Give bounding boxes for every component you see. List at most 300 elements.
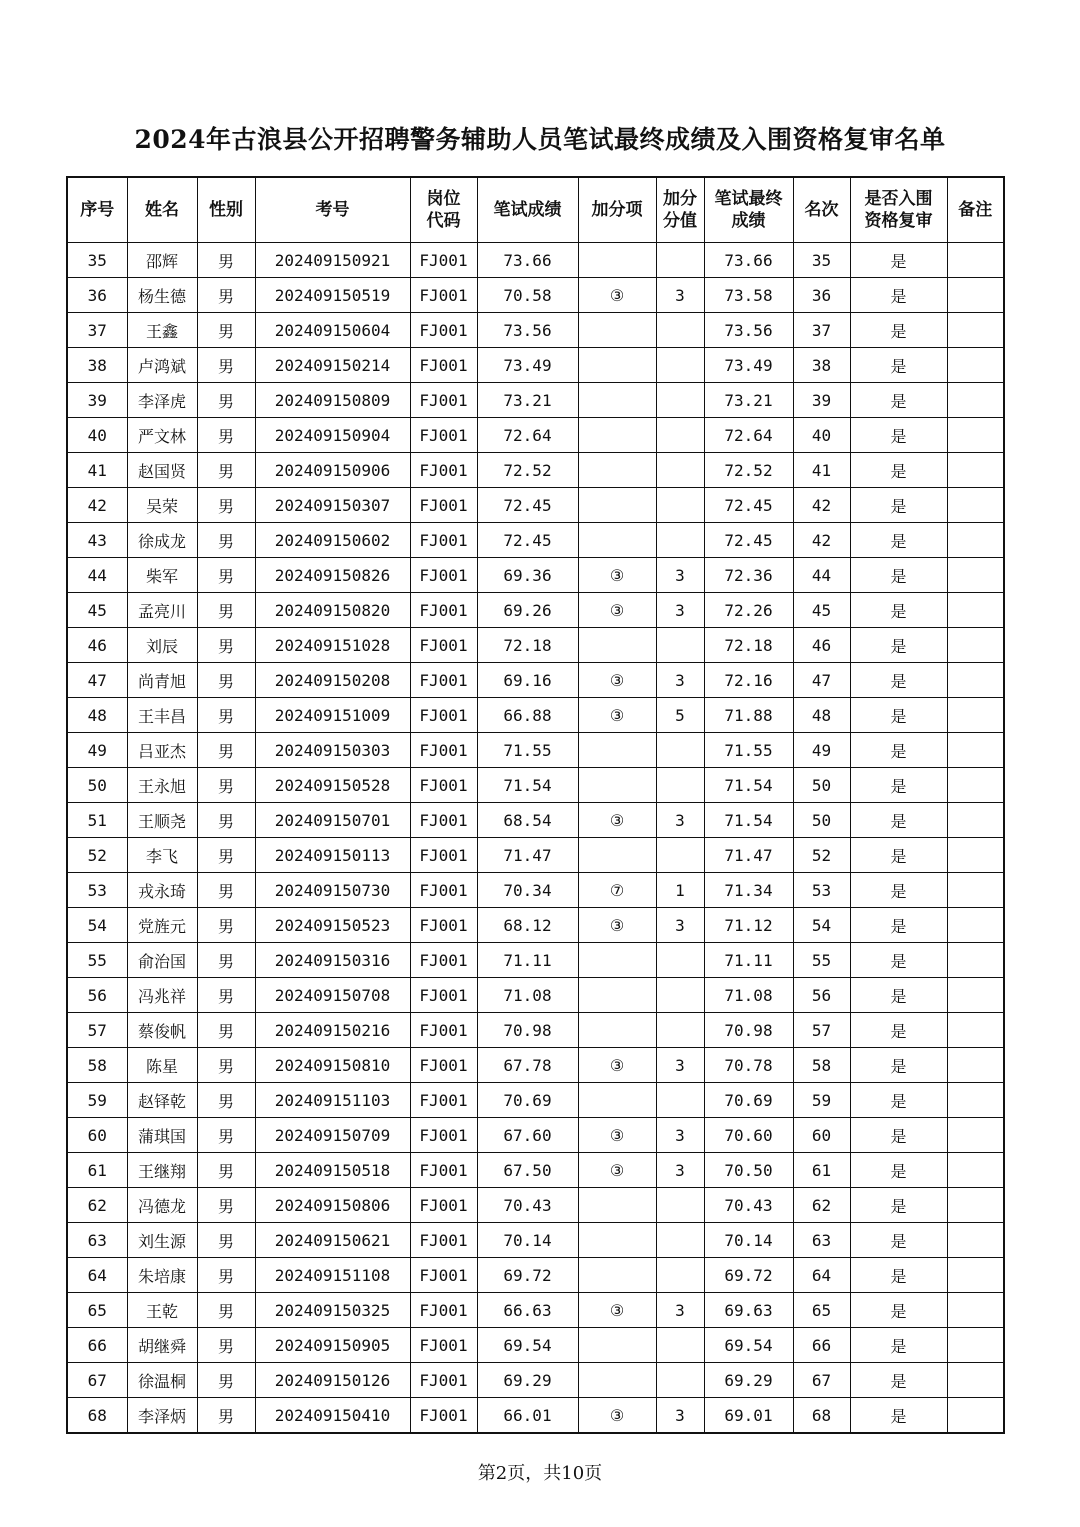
table-row bbox=[67, 558, 1004, 593]
cell-rank: 67 bbox=[793, 1363, 850, 1398]
cell-bonus-value bbox=[656, 1188, 704, 1223]
cell-index: 45 bbox=[67, 593, 127, 628]
cell-gender: 男 bbox=[197, 908, 255, 943]
table-row bbox=[67, 1293, 1004, 1328]
cell-position-code: FJ001 bbox=[410, 418, 477, 453]
cell-remarks bbox=[947, 768, 1004, 803]
cell-rank: 61 bbox=[793, 1153, 850, 1188]
page-footer: 第2页，共10页 bbox=[477, 1463, 603, 1484]
cell-written-score: 72.18 bbox=[477, 628, 578, 663]
cell-final-score: 70.98 bbox=[704, 1013, 793, 1048]
cell-index: 51 bbox=[67, 803, 127, 838]
cell-rank: 48 bbox=[793, 698, 850, 733]
cell-name: 严文林 bbox=[127, 418, 197, 453]
cell-bonus-value bbox=[656, 768, 704, 803]
cell-gender: 男 bbox=[197, 663, 255, 698]
cell-name: 尚青旭 bbox=[127, 663, 197, 698]
cell-remarks bbox=[947, 698, 1004, 733]
cell-bonus-item: ③ bbox=[578, 908, 656, 943]
cell-bonus-value: 3 bbox=[656, 1118, 704, 1153]
cell-final-score: 69.63 bbox=[704, 1293, 793, 1328]
cell-qualified: 是 bbox=[850, 1398, 947, 1434]
cell-gender: 男 bbox=[197, 1328, 255, 1363]
cell-rank: 50 bbox=[793, 803, 850, 838]
cell-rank: 54 bbox=[793, 908, 850, 943]
table-row bbox=[67, 1118, 1004, 1153]
cell-gender: 男 bbox=[197, 558, 255, 593]
cell-bonus-item bbox=[578, 1188, 656, 1223]
cell-gender: 男 bbox=[197, 1013, 255, 1048]
table-row bbox=[67, 943, 1004, 978]
cell-bonus-value bbox=[656, 1223, 704, 1258]
cell-position-code: FJ001 bbox=[410, 488, 477, 523]
col-header-qualified: 是否入围资格复审 bbox=[850, 177, 947, 243]
cell-written-score: 69.29 bbox=[477, 1363, 578, 1398]
cell-bonus-item bbox=[578, 838, 656, 873]
table-row bbox=[67, 383, 1004, 418]
cell-final-score: 70.69 bbox=[704, 1083, 793, 1118]
cell-rank: 57 bbox=[793, 1013, 850, 1048]
page-title: 2024年古浪县公开招聘警务辅助人员笔试最终成绩及入围资格复审名单 bbox=[134, 125, 946, 154]
cell-remarks bbox=[947, 348, 1004, 383]
table-row bbox=[67, 803, 1004, 838]
cell-exam-number: 202409150214 bbox=[255, 348, 410, 383]
cell-gender: 男 bbox=[197, 593, 255, 628]
cell-gender: 男 bbox=[197, 418, 255, 453]
cell-exam-number: 202409150325 bbox=[255, 1293, 410, 1328]
cell-remarks bbox=[947, 1363, 1004, 1398]
cell-remarks bbox=[947, 838, 1004, 873]
cell-index: 64 bbox=[67, 1258, 127, 1293]
cell-name: 王丰昌 bbox=[127, 698, 197, 733]
cell-name: 柴军 bbox=[127, 558, 197, 593]
cell-index: 41 bbox=[67, 453, 127, 488]
table-row bbox=[67, 278, 1004, 313]
cell-remarks bbox=[947, 733, 1004, 768]
cell-index: 54 bbox=[67, 908, 127, 943]
cell-exam-number: 202409151103 bbox=[255, 1083, 410, 1118]
cell-gender: 男 bbox=[197, 1293, 255, 1328]
cell-position-code: FJ001 bbox=[410, 1398, 477, 1434]
cell-gender: 男 bbox=[197, 943, 255, 978]
cell-rank: 42 bbox=[793, 488, 850, 523]
cell-bonus-value: 3 bbox=[656, 1398, 704, 1434]
cell-position-code: FJ001 bbox=[410, 628, 477, 663]
cell-qualified: 是 bbox=[850, 1293, 947, 1328]
cell-final-score: 71.55 bbox=[704, 733, 793, 768]
cell-gender: 男 bbox=[197, 768, 255, 803]
cell-qualified: 是 bbox=[850, 803, 947, 838]
cell-bonus-item bbox=[578, 383, 656, 418]
cell-position-code: FJ001 bbox=[410, 838, 477, 873]
cell-final-score: 73.49 bbox=[704, 348, 793, 383]
cell-written-score: 72.45 bbox=[477, 488, 578, 523]
cell-gender: 男 bbox=[197, 1153, 255, 1188]
cell-remarks bbox=[947, 1223, 1004, 1258]
cell-written-score: 73.21 bbox=[477, 383, 578, 418]
table-row bbox=[67, 453, 1004, 488]
cell-exam-number: 202409151009 bbox=[255, 698, 410, 733]
cell-position-code: FJ001 bbox=[410, 1013, 477, 1048]
cell-name: 赵铎乾 bbox=[127, 1083, 197, 1118]
table-row bbox=[67, 1258, 1004, 1293]
cell-bonus-value: 3 bbox=[656, 1048, 704, 1083]
table-row bbox=[67, 1153, 1004, 1188]
cell-position-code: FJ001 bbox=[410, 733, 477, 768]
cell-written-score: 72.64 bbox=[477, 418, 578, 453]
cell-written-score: 66.01 bbox=[477, 1398, 578, 1434]
cell-name: 李飞 bbox=[127, 838, 197, 873]
cell-remarks bbox=[947, 523, 1004, 558]
cell-remarks bbox=[947, 1258, 1004, 1293]
cell-bonus-value bbox=[656, 348, 704, 383]
cell-qualified: 是 bbox=[850, 453, 947, 488]
cell-written-score: 73.49 bbox=[477, 348, 578, 383]
cell-qualified: 是 bbox=[850, 348, 947, 383]
col-header-final-score: 笔试最终成绩 bbox=[704, 177, 793, 243]
cell-written-score: 70.14 bbox=[477, 1223, 578, 1258]
cell-remarks bbox=[947, 383, 1004, 418]
cell-bonus-value bbox=[656, 383, 704, 418]
col-header-name: 姓名 bbox=[127, 177, 197, 243]
cell-written-score: 69.26 bbox=[477, 593, 578, 628]
cell-gender: 男 bbox=[197, 838, 255, 873]
cell-exam-number: 202409150709 bbox=[255, 1118, 410, 1153]
cell-position-code: FJ001 bbox=[410, 873, 477, 908]
cell-exam-number: 202409150820 bbox=[255, 593, 410, 628]
col-header-written-score: 笔试成绩 bbox=[477, 177, 578, 243]
cell-position-code: FJ001 bbox=[410, 978, 477, 1013]
cell-bonus-item bbox=[578, 733, 656, 768]
cell-name: 朱培康 bbox=[127, 1258, 197, 1293]
cell-name: 陈星 bbox=[127, 1048, 197, 1083]
cell-name: 俞治国 bbox=[127, 943, 197, 978]
cell-bonus-value bbox=[656, 943, 704, 978]
table-row bbox=[67, 733, 1004, 768]
cell-bonus-item bbox=[578, 1328, 656, 1363]
cell-gender: 男 bbox=[197, 1398, 255, 1434]
cell-name: 王鑫 bbox=[127, 313, 197, 348]
table-row bbox=[67, 1048, 1004, 1083]
cell-bonus-item: ③ bbox=[578, 593, 656, 628]
cell-remarks bbox=[947, 418, 1004, 453]
cell-gender: 男 bbox=[197, 523, 255, 558]
table-row bbox=[67, 348, 1004, 383]
table-row bbox=[67, 593, 1004, 628]
cell-position-code: FJ001 bbox=[410, 558, 477, 593]
cell-rank: 39 bbox=[793, 383, 850, 418]
col-header-rank: 名次 bbox=[793, 177, 850, 243]
cell-bonus-value bbox=[656, 733, 704, 768]
cell-exam-number: 202409150519 bbox=[255, 278, 410, 313]
table-row bbox=[67, 663, 1004, 698]
cell-bonus-value: 3 bbox=[656, 908, 704, 943]
cell-written-score: 73.56 bbox=[477, 313, 578, 348]
table-row bbox=[67, 523, 1004, 558]
results-table bbox=[66, 176, 1005, 1434]
cell-qualified: 是 bbox=[850, 1118, 947, 1153]
cell-name: 王继翔 bbox=[127, 1153, 197, 1188]
cell-index: 61 bbox=[67, 1153, 127, 1188]
cell-index: 49 bbox=[67, 733, 127, 768]
table-row bbox=[67, 908, 1004, 943]
cell-rank: 63 bbox=[793, 1223, 850, 1258]
cell-qualified: 是 bbox=[850, 523, 947, 558]
table-row bbox=[67, 698, 1004, 733]
cell-qualified: 是 bbox=[850, 278, 947, 313]
cell-remarks bbox=[947, 593, 1004, 628]
cell-rank: 55 bbox=[793, 943, 850, 978]
cell-position-code: FJ001 bbox=[410, 348, 477, 383]
cell-bonus-value: 3 bbox=[656, 558, 704, 593]
cell-final-score: 71.34 bbox=[704, 873, 793, 908]
cell-name: 卢鸿斌 bbox=[127, 348, 197, 383]
cell-exam-number: 202409150113 bbox=[255, 838, 410, 873]
cell-index: 65 bbox=[67, 1293, 127, 1328]
cell-name: 冯德龙 bbox=[127, 1188, 197, 1223]
cell-final-score: 72.52 bbox=[704, 453, 793, 488]
cell-bonus-value bbox=[656, 418, 704, 453]
cell-name: 杨生德 bbox=[127, 278, 197, 313]
cell-remarks bbox=[947, 908, 1004, 943]
cell-index: 52 bbox=[67, 838, 127, 873]
cell-exam-number: 202409150730 bbox=[255, 873, 410, 908]
cell-bonus-item bbox=[578, 523, 656, 558]
cell-bonus-value bbox=[656, 978, 704, 1013]
cell-remarks bbox=[947, 978, 1004, 1013]
cell-bonus-value bbox=[656, 1013, 704, 1048]
table-row bbox=[67, 1083, 1004, 1118]
cell-index: 59 bbox=[67, 1083, 127, 1118]
cell-position-code: FJ001 bbox=[410, 1118, 477, 1153]
cell-position-code: FJ001 bbox=[410, 1223, 477, 1258]
cell-remarks bbox=[947, 663, 1004, 698]
cell-position-code: FJ001 bbox=[410, 1328, 477, 1363]
cell-remarks bbox=[947, 278, 1004, 313]
cell-index: 68 bbox=[67, 1398, 127, 1434]
cell-remarks bbox=[947, 1188, 1004, 1223]
cell-qualified: 是 bbox=[850, 838, 947, 873]
cell-exam-number: 202409150208 bbox=[255, 663, 410, 698]
cell-index: 62 bbox=[67, 1188, 127, 1223]
cell-final-score: 70.43 bbox=[704, 1188, 793, 1223]
cell-written-score: 72.45 bbox=[477, 523, 578, 558]
cell-bonus-value bbox=[656, 1328, 704, 1363]
cell-name: 徐温桐 bbox=[127, 1363, 197, 1398]
table-header-row bbox=[67, 177, 1004, 243]
cell-final-score: 70.60 bbox=[704, 1118, 793, 1153]
cell-name: 蔡俊帆 bbox=[127, 1013, 197, 1048]
table-row bbox=[67, 1363, 1004, 1398]
cell-exam-number: 202409150810 bbox=[255, 1048, 410, 1083]
cell-index: 53 bbox=[67, 873, 127, 908]
cell-index: 40 bbox=[67, 418, 127, 453]
cell-index: 39 bbox=[67, 383, 127, 418]
cell-rank: 64 bbox=[793, 1258, 850, 1293]
cell-exam-number: 202409151108 bbox=[255, 1258, 410, 1293]
cell-qualified: 是 bbox=[850, 418, 947, 453]
cell-final-score: 71.54 bbox=[704, 803, 793, 838]
cell-bonus-item: ③ bbox=[578, 1293, 656, 1328]
cell-exam-number: 202409150904 bbox=[255, 418, 410, 453]
cell-gender: 男 bbox=[197, 383, 255, 418]
cell-bonus-item bbox=[578, 768, 656, 803]
cell-gender: 男 bbox=[197, 698, 255, 733]
cell-final-score: 70.14 bbox=[704, 1223, 793, 1258]
cell-bonus-item: ③ bbox=[578, 1118, 656, 1153]
cell-final-score: 73.66 bbox=[704, 243, 793, 278]
table-row bbox=[67, 838, 1004, 873]
cell-bonus-value bbox=[656, 838, 704, 873]
cell-rank: 58 bbox=[793, 1048, 850, 1083]
cell-gender: 男 bbox=[197, 1188, 255, 1223]
cell-final-score: 70.78 bbox=[704, 1048, 793, 1083]
cell-name: 王永旭 bbox=[127, 768, 197, 803]
cell-final-score: 72.45 bbox=[704, 488, 793, 523]
cell-position-code: FJ001 bbox=[410, 278, 477, 313]
cell-written-score: 69.36 bbox=[477, 558, 578, 593]
cell-exam-number: 202409150316 bbox=[255, 943, 410, 978]
cell-exam-number: 202409150708 bbox=[255, 978, 410, 1013]
cell-exam-number: 202409150809 bbox=[255, 383, 410, 418]
cell-final-score: 73.58 bbox=[704, 278, 793, 313]
cell-written-score: 71.08 bbox=[477, 978, 578, 1013]
cell-index: 57 bbox=[67, 1013, 127, 1048]
cell-gender: 男 bbox=[197, 628, 255, 663]
cell-qualified: 是 bbox=[850, 558, 947, 593]
cell-qualified: 是 bbox=[850, 733, 947, 768]
cell-remarks bbox=[947, 873, 1004, 908]
cell-remarks bbox=[947, 243, 1004, 278]
cell-final-score: 69.54 bbox=[704, 1328, 793, 1363]
cell-qualified: 是 bbox=[850, 1328, 947, 1363]
cell-rank: 52 bbox=[793, 838, 850, 873]
cell-rank: 66 bbox=[793, 1328, 850, 1363]
cell-written-score: 69.72 bbox=[477, 1258, 578, 1293]
cell-position-code: FJ001 bbox=[410, 243, 477, 278]
cell-bonus-item bbox=[578, 943, 656, 978]
cell-rank: 41 bbox=[793, 453, 850, 488]
cell-written-score: 69.54 bbox=[477, 1328, 578, 1363]
cell-written-score: 66.63 bbox=[477, 1293, 578, 1328]
cell-name: 胡继舜 bbox=[127, 1328, 197, 1363]
cell-qualified: 是 bbox=[850, 943, 947, 978]
cell-bonus-item bbox=[578, 1223, 656, 1258]
cell-position-code: FJ001 bbox=[410, 523, 477, 558]
cell-index: 58 bbox=[67, 1048, 127, 1083]
cell-gender: 男 bbox=[197, 1363, 255, 1398]
cell-qualified: 是 bbox=[850, 1083, 947, 1118]
cell-written-score: 70.43 bbox=[477, 1188, 578, 1223]
cell-written-score: 70.98 bbox=[477, 1013, 578, 1048]
cell-gender: 男 bbox=[197, 243, 255, 278]
cell-index: 42 bbox=[67, 488, 127, 523]
cell-final-score: 71.54 bbox=[704, 768, 793, 803]
table-row bbox=[67, 1223, 1004, 1258]
cell-position-code: FJ001 bbox=[410, 803, 477, 838]
table-body bbox=[67, 243, 1004, 1434]
cell-final-score: 71.08 bbox=[704, 978, 793, 1013]
cell-rank: 46 bbox=[793, 628, 850, 663]
table-row bbox=[67, 768, 1004, 803]
cell-gender: 男 bbox=[197, 348, 255, 383]
cell-bonus-item bbox=[578, 243, 656, 278]
cell-position-code: FJ001 bbox=[410, 908, 477, 943]
cell-position-code: FJ001 bbox=[410, 663, 477, 698]
cell-written-score: 71.47 bbox=[477, 838, 578, 873]
cell-bonus-item: ⑦ bbox=[578, 873, 656, 908]
cell-bonus-item: ③ bbox=[578, 1398, 656, 1434]
cell-bonus-item: ③ bbox=[578, 803, 656, 838]
cell-remarks bbox=[947, 1398, 1004, 1434]
cell-gender: 男 bbox=[197, 733, 255, 768]
cell-index: 44 bbox=[67, 558, 127, 593]
cell-gender: 男 bbox=[197, 1118, 255, 1153]
cell-qualified: 是 bbox=[850, 593, 947, 628]
table-row bbox=[67, 628, 1004, 663]
cell-remarks bbox=[947, 453, 1004, 488]
cell-exam-number: 202409150701 bbox=[255, 803, 410, 838]
table-row bbox=[67, 313, 1004, 348]
cell-final-score: 71.12 bbox=[704, 908, 793, 943]
cell-written-score: 71.11 bbox=[477, 943, 578, 978]
cell-qualified: 是 bbox=[850, 383, 947, 418]
cell-bonus-item: ③ bbox=[578, 698, 656, 733]
cell-final-score: 71.11 bbox=[704, 943, 793, 978]
cell-final-score: 72.26 bbox=[704, 593, 793, 628]
cell-qualified: 是 bbox=[850, 488, 947, 523]
cell-position-code: FJ001 bbox=[410, 313, 477, 348]
cell-position-code: FJ001 bbox=[410, 453, 477, 488]
cell-remarks bbox=[947, 943, 1004, 978]
cell-final-score: 69.01 bbox=[704, 1398, 793, 1434]
table-row bbox=[67, 418, 1004, 453]
cell-written-score: 68.12 bbox=[477, 908, 578, 943]
cell-bonus-value bbox=[656, 628, 704, 663]
cell-bonus-value: 3 bbox=[656, 1153, 704, 1188]
cell-index: 66 bbox=[67, 1328, 127, 1363]
cell-bonus-value: 3 bbox=[656, 1293, 704, 1328]
cell-rank: 36 bbox=[793, 278, 850, 313]
cell-bonus-item bbox=[578, 628, 656, 663]
cell-qualified: 是 bbox=[850, 978, 947, 1013]
cell-bonus-item bbox=[578, 978, 656, 1013]
cell-exam-number: 202409150921 bbox=[255, 243, 410, 278]
cell-written-score: 70.34 bbox=[477, 873, 578, 908]
col-header-remarks: 备注 bbox=[947, 177, 1004, 243]
cell-bonus-item: ③ bbox=[578, 1048, 656, 1083]
cell-rank: 42 bbox=[793, 523, 850, 558]
cell-remarks bbox=[947, 558, 1004, 593]
cell-name: 李泽虎 bbox=[127, 383, 197, 418]
cell-final-score: 72.16 bbox=[704, 663, 793, 698]
cell-name: 刘辰 bbox=[127, 628, 197, 663]
cell-bonus-value: 1 bbox=[656, 873, 704, 908]
cell-position-code: FJ001 bbox=[410, 1153, 477, 1188]
cell-bonus-value: 3 bbox=[656, 803, 704, 838]
cell-final-score: 71.47 bbox=[704, 838, 793, 873]
cell-bonus-item: ③ bbox=[578, 663, 656, 698]
cell-position-code: FJ001 bbox=[410, 1363, 477, 1398]
cell-position-code: FJ001 bbox=[410, 698, 477, 733]
cell-qualified: 是 bbox=[850, 1153, 947, 1188]
cell-qualified: 是 bbox=[850, 1188, 947, 1223]
table-row bbox=[67, 978, 1004, 1013]
cell-bonus-item bbox=[578, 453, 656, 488]
cell-gender: 男 bbox=[197, 1258, 255, 1293]
cell-remarks bbox=[947, 1153, 1004, 1188]
cell-gender: 男 bbox=[197, 453, 255, 488]
